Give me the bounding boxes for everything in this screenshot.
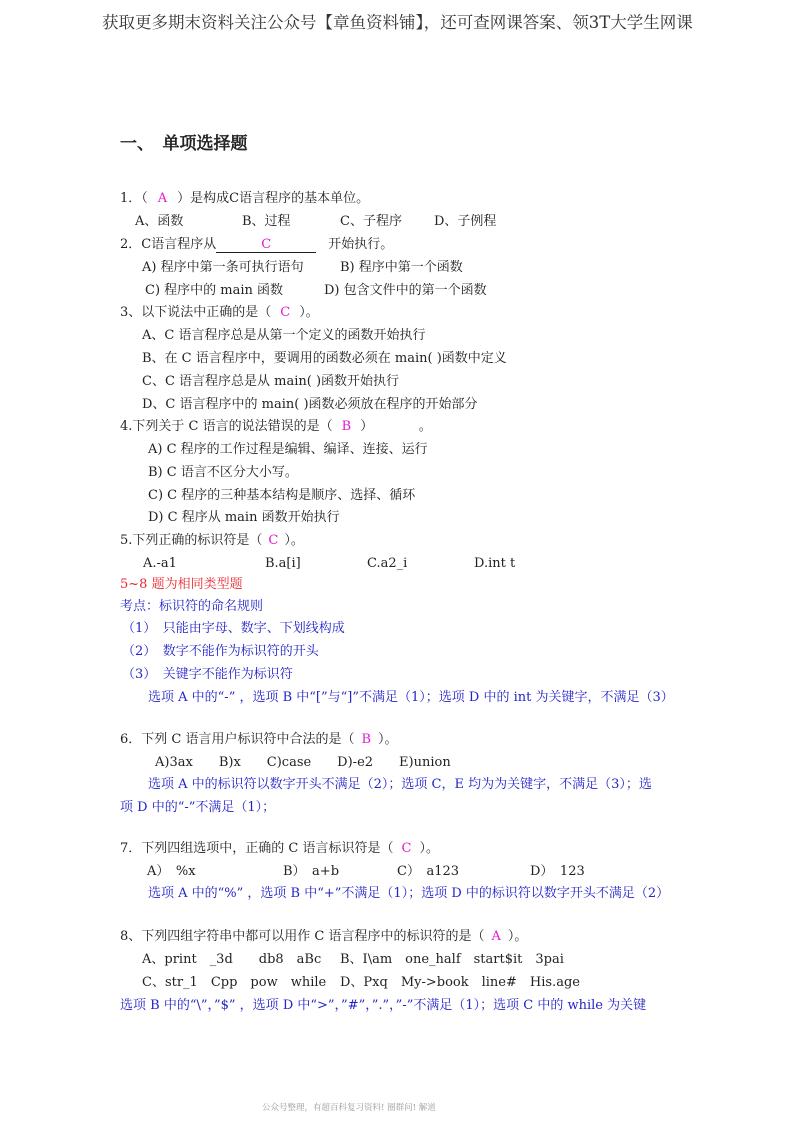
- question-6-pre: 6．下列 C 语言用户标识符中合法的是（: [120, 732, 355, 747]
- question-2-pre: 2．C语言程序从: [120, 237, 217, 252]
- question-6-explain: 选项 A 中的标识符以数字开头不满足（2）；选项 C，E 均为为关键字，不满足（3）；选: [148, 777, 652, 792]
- note-rule: （3） 关键字不能作为标识符: [122, 667, 293, 682]
- question-7-explain: 选项 A 中的“%” ，选项 B 中“+”不满足（1）；选项 D 中的标识符以数字开头不满足（2）: [148, 886, 670, 901]
- question-4-answer: B: [341, 419, 352, 434]
- note-title: 5~8 题为相同类型题: [120, 577, 243, 592]
- question-2-option: B) 程序中第一个函数: [340, 260, 463, 275]
- question-7-option: B） a+b: [283, 864, 340, 879]
- question-8-option: D、Pxq My->book line# His.age: [340, 975, 580, 990]
- question-8-post: ）。: [507, 929, 528, 944]
- question-2-post: 开始执行。: [328, 237, 394, 252]
- question-2: [120, 236, 393, 254]
- question-3-option: B、在 C 语言程序中，要调用的函数必须在 main( )函数中定义: [142, 351, 507, 366]
- question-2-option: C) 程序中的 main 函数: [145, 283, 284, 298]
- question-6-post: ）。: [378, 732, 398, 747]
- question-7-option: A） %x: [147, 864, 196, 879]
- question-5-option: D.int t: [474, 556, 516, 571]
- question-7-answer: C: [401, 841, 412, 856]
- question-5: [120, 532, 304, 550]
- question-5-option: C.a2_i: [367, 556, 408, 571]
- question-7-option: C） a123: [397, 864, 460, 879]
- question-6-answer: B: [361, 732, 372, 747]
- note-rule: （1） 只能由字母、数字、下划线构成: [122, 621, 345, 636]
- question-4-option: C) C 程序的三种基本结构是顺序、选择、循环: [148, 488, 416, 503]
- question-1: [120, 190, 369, 208]
- question-8: [120, 928, 527, 946]
- question-4-tail: 。: [418, 419, 432, 434]
- note-rule: （2） 数字不能作为标识符的开头: [122, 644, 319, 659]
- question-8-pre: 8、下列四组字符串中都可以用作 C 语言程序中的标识符的是（: [120, 929, 485, 944]
- question-1-pre: 1．（: [120, 191, 148, 206]
- question-1-option: C、子程序: [340, 214, 402, 229]
- question-1-option: D、子例程: [434, 214, 497, 229]
- question-6-options: A)3ax B)x C)case D)-e2 E)union: [155, 755, 451, 770]
- question-4-option: D) C 程序从 main 函数开始执行: [148, 510, 340, 525]
- question-5-option: B.a[i]: [265, 556, 301, 571]
- question-3-answer: C: [280, 305, 291, 320]
- question-6: [120, 731, 398, 749]
- question-3-pre: 3、以下说法中正确的是（: [120, 305, 272, 320]
- question-7: [120, 840, 439, 858]
- question-4-option: A) C 程序的工作过程是编辑、编译、连接、运行: [148, 442, 428, 457]
- question-5-option: A.-a1: [143, 556, 177, 571]
- question-3-option: D、C 语言程序中的 main( )函数必须放在程序的开始部分: [142, 397, 478, 412]
- question-3-option: C、C 语言程序总是从 main( )函数开始执行: [142, 374, 400, 389]
- question-8-option: C、str_1 Cpp pow while: [142, 975, 327, 990]
- question-8-option: A、print _3d db8 aBc: [142, 952, 322, 967]
- question-4-option: B) C 语言不区分大小写。: [148, 465, 298, 480]
- question-7-pre: 7．下列四组选项中，正确的 C 语言标识符是（: [120, 841, 394, 856]
- question-1-option: B、过程: [242, 214, 291, 229]
- page-header: 获取更多期末资料关注公众号【章鱼资料铺】，还可查网课答案、领3T大学生网课: [102, 13, 693, 32]
- question-4-pre: 4.下列关于 C 语言的说法错误的是（: [120, 419, 333, 434]
- question-1-option: A、函数: [135, 214, 184, 229]
- question-3-post: ）。: [299, 305, 319, 320]
- question-1-answer: A: [157, 191, 168, 206]
- question-8-option: B、I\am one_half start$it 3pai: [340, 952, 564, 967]
- question-3-option: A、C 语言程序总是从第一个定义的函数开始执行: [142, 328, 426, 343]
- note-topic: 考点：标识符的命名规则: [120, 599, 264, 614]
- section-title: 一、 单项选择题: [120, 134, 248, 154]
- question-3: [120, 304, 319, 322]
- question-4: [120, 418, 432, 436]
- question-5-post: ）。: [284, 533, 304, 548]
- question-1-post: ）是构成C语言程序的基本单位。: [177, 191, 370, 206]
- question-7-option: D） 123: [530, 864, 585, 879]
- question-2-option: A) 程序中第一条可执行语句: [142, 260, 304, 275]
- question-8-explain: 选项 B 中的“\”，”$” ，选项 D 中“>”，”#”，”.”，”-”不满足（1）；选项 C 中的 while 为关键: [120, 998, 647, 1013]
- question-4-post: ）: [360, 419, 367, 434]
- question-5-answer: C: [268, 533, 279, 548]
- question-6-explain-cont: 项 D 中的“-”不满足（1）；: [120, 800, 276, 815]
- question-2-option: D) 包含文件中的第一个函数: [324, 283, 487, 298]
- question-2-answer: C: [216, 237, 316, 253]
- page-footer: 公众号整理，有超百科复习资料! 圈群问! 解道: [262, 1103, 436, 1113]
- question-8-answer: A: [491, 929, 501, 944]
- question-5-pre: 5.下列正确的标识符是（: [120, 533, 263, 548]
- question-7-post: ）。: [419, 841, 439, 856]
- note-explain: 选项 A 中的“-” ，选项 B 中“[”与“]”不满足（1）；选项 D 中的 int 为关键字，不满足（3）: [148, 690, 674, 705]
